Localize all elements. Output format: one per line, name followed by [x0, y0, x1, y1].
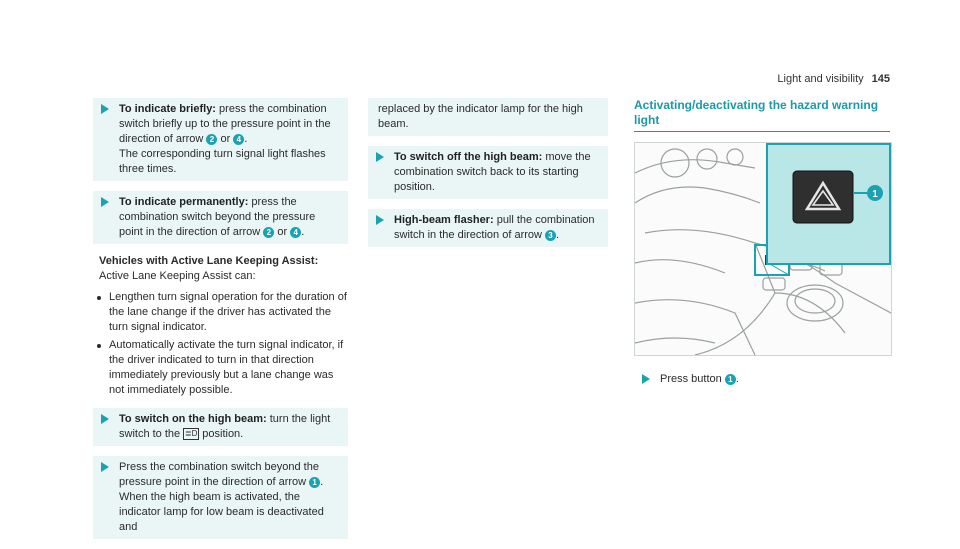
- step-text: press the combination switch beyond the pressure point in the direction of arrow: [119, 196, 316, 238]
- callout-2-icon: 2: [263, 227, 274, 238]
- step-label: To switch on the high beam:: [119, 413, 267, 425]
- page-header: [777, 73, 890, 85]
- step-text: .: [301, 226, 305, 238]
- list-item: [93, 338, 348, 398]
- step-text: position.: [199, 428, 244, 440]
- callout-1-icon: 1: [725, 374, 736, 385]
- callout-2-icon: 2: [206, 134, 217, 145]
- step-arrow-icon: [101, 414, 109, 424]
- step-label: High-beam flasher:: [394, 214, 494, 226]
- step-label: To switch off the high beam:: [394, 151, 543, 163]
- callout-4-icon: 4: [233, 134, 244, 145]
- step-text: or: [217, 133, 234, 145]
- step-text: The corresponding turn signal light flashes three times.: [119, 148, 326, 175]
- step-text: .: [735, 373, 739, 385]
- step-text: Press the combination switch beyond the pressure point in the direction of arrow: [119, 461, 319, 488]
- ala-block: [93, 254, 348, 284]
- step-switch-off-high-beam: [368, 146, 608, 199]
- step-indicate-briefly: [93, 98, 348, 181]
- list-item-text: Automatically activate the turn signal indicator, if the driver indicated to turn in that direction immediately previously but a lane change was not immediately possible.: [109, 339, 344, 396]
- ala-subtitle: Active Lane Keeping Assist can:: [99, 270, 256, 282]
- ala-title: Vehicles with Active Lane Keeping Assist:: [99, 255, 319, 267]
- step-arrow-icon: [642, 374, 650, 384]
- step-arrow-icon: [101, 197, 109, 207]
- center-console-drawing: [635, 143, 891, 355]
- step-text: replaced by the indicator lamp for the high beam.: [378, 103, 583, 130]
- step-text: Press button: [660, 373, 725, 385]
- step-text: or: [274, 226, 291, 238]
- list-item-text: Lengthen turn signal operation for the duration of the lane change if the driver has activated the turn signal indicator.: [109, 291, 347, 333]
- step-arrow-icon: [376, 215, 384, 225]
- step-text: .: [556, 229, 560, 241]
- step-arrow-icon: [101, 104, 109, 114]
- low-beam-icon: ≣D: [184, 429, 198, 439]
- step-text: .: [244, 133, 248, 145]
- step-press-beyond: [93, 456, 348, 539]
- step-text: When the high beam is activated, the indicator lamp for low beam is deactivated and: [119, 491, 324, 533]
- step-arrow-icon: [376, 152, 384, 162]
- step-continued: [368, 98, 608, 136]
- step-text: pull the combination switch in the direction of arrow: [394, 214, 595, 241]
- step-text: move the combination switch back to its starting position.: [394, 151, 591, 193]
- callout-3-icon: 3: [545, 230, 556, 241]
- step-label: To indicate permanently:: [119, 196, 249, 208]
- section-name: Light and visibility: [777, 73, 864, 85]
- step-text: press the combination switch briefly up to the pressure point in the direction of arrow: [119, 103, 331, 145]
- column-middle: [368, 98, 608, 257]
- step-arrow-icon: [101, 462, 109, 472]
- section-title: Activating/deactivating the hazard warning light: [634, 98, 890, 132]
- callout-1-label: 1: [872, 189, 878, 200]
- bullet-icon: [97, 296, 101, 300]
- hazard-switch-illustration: [634, 142, 892, 356]
- list-item: [93, 290, 348, 335]
- callout-4-icon: 4: [290, 227, 301, 238]
- ala-bullet-list: [93, 290, 348, 398]
- step-press-button: [634, 368, 890, 391]
- step-high-beam-flasher: [368, 209, 608, 247]
- step-indicate-permanently: [93, 191, 348, 244]
- step-text: turn the light switch to the: [119, 413, 331, 440]
- column-right: [634, 98, 890, 401]
- step-switch-on-high-beam: [93, 408, 348, 446]
- step-label: To indicate briefly:: [119, 103, 216, 115]
- step-text: .: [320, 476, 324, 488]
- callout-1-icon: 1: [309, 477, 320, 488]
- bullet-icon: [97, 344, 101, 348]
- page-number: 145: [871, 73, 890, 85]
- column-left: [93, 98, 348, 549]
